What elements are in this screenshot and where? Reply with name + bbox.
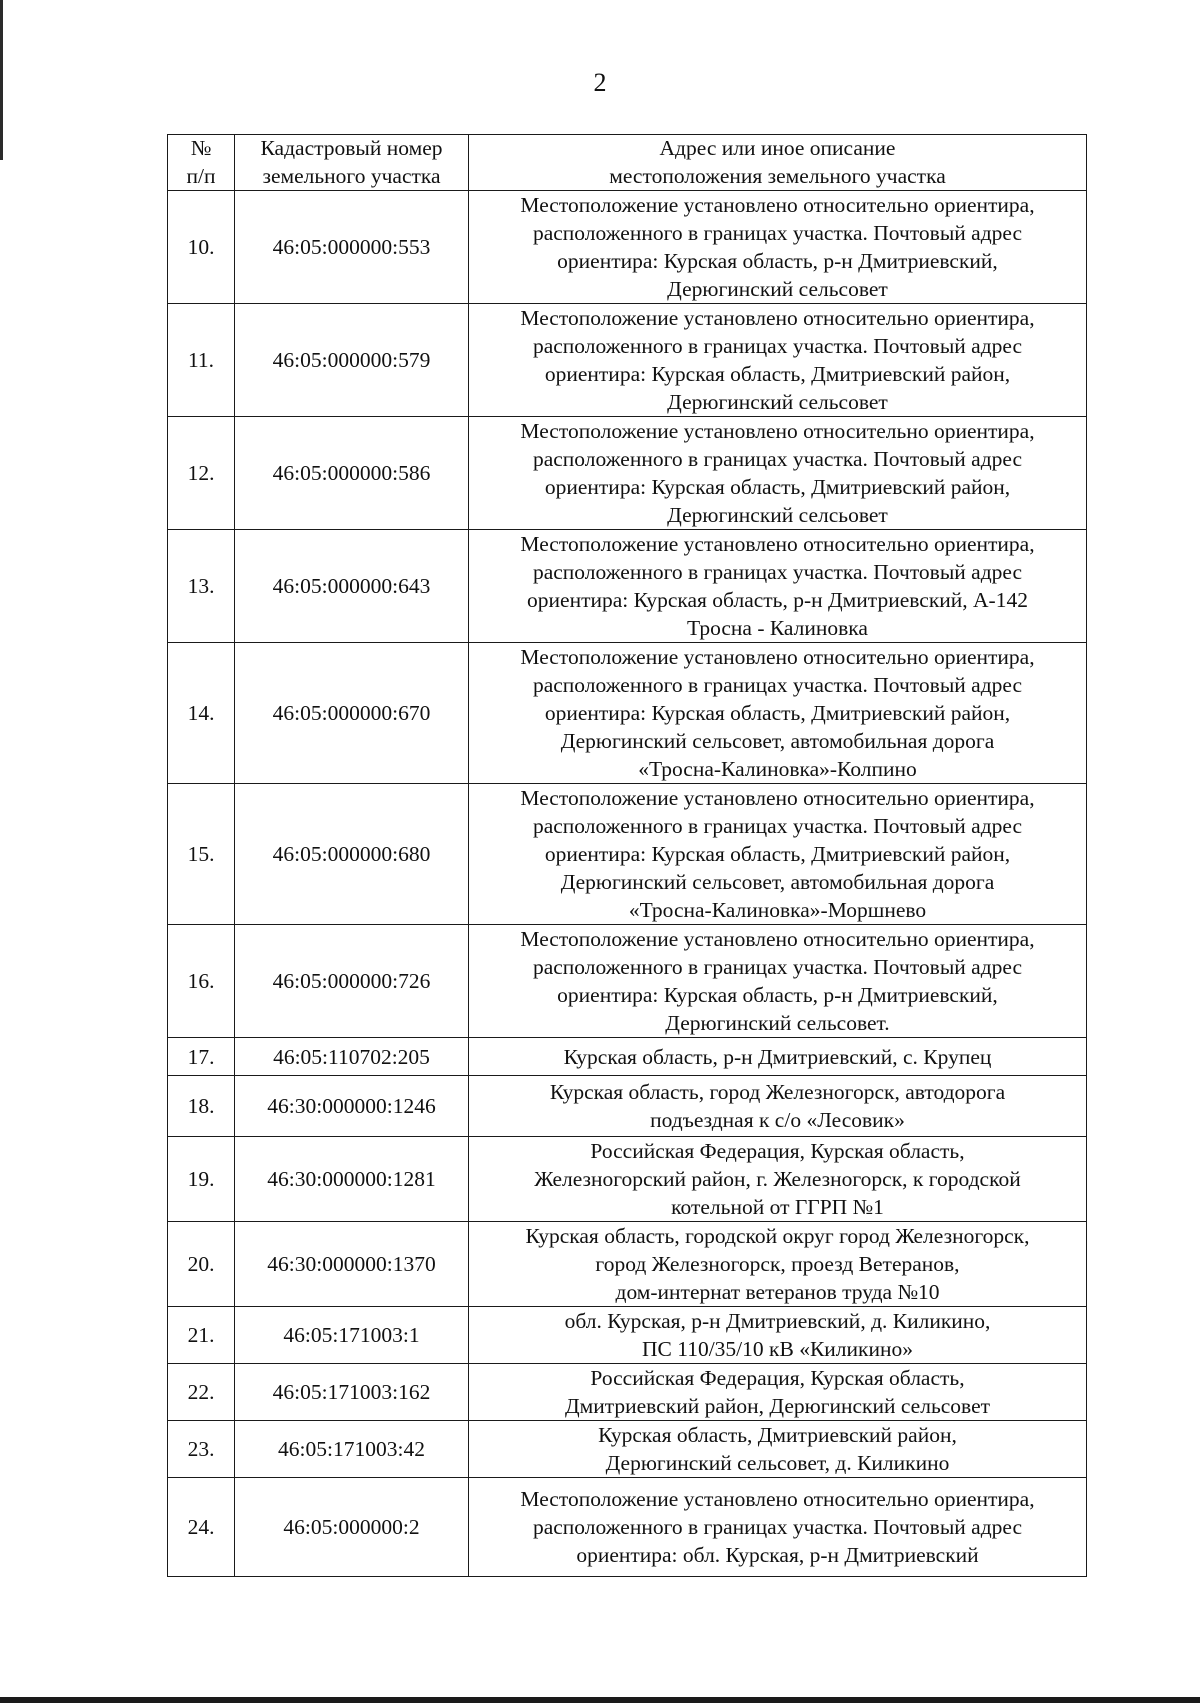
address-line: обл. Курская, р-н Дмитриевский, д. Киликино,: [564, 1309, 991, 1333]
address-line: расположенного в границах участка. Почтовый адрес: [532, 814, 1023, 838]
cadastral-number: 46:05:000000:670: [235, 643, 469, 784]
address-line: «Тросна-Калиновка»-Колпино: [638, 757, 917, 781]
row-number: 21.: [168, 1307, 235, 1364]
address-description: [469, 1076, 1087, 1137]
address-description: [469, 304, 1087, 417]
address-line: ориентира: Курская область, р-н Дмитриевский, А-142: [527, 588, 1028, 612]
row-number: 20.: [168, 1222, 235, 1307]
table-row: [168, 1222, 1087, 1307]
cadastral-number: 46:30:000000:1281: [235, 1137, 469, 1222]
address-line: Дерюгинский сельсовет, д. Киликино: [605, 1451, 950, 1475]
row-number: 13.: [168, 530, 235, 643]
address-line: Дерюгинский сельсовет: [667, 277, 888, 301]
cadastral-number: 46:05:171003:162: [235, 1364, 469, 1421]
address-description: [469, 1478, 1087, 1577]
address-description: [469, 417, 1087, 530]
table-row: [168, 191, 1087, 304]
table-row: [168, 1421, 1087, 1478]
address-line: Курская область, р-н Дмитриевский, с. Крупец: [563, 1044, 992, 1069]
address-line: ориентира: Курская область, Дмитриевский район,: [544, 701, 1011, 725]
table-header-row: [168, 135, 1087, 191]
row-number: 22.: [168, 1364, 235, 1421]
cadastral-number: 46:30:000000:1370: [235, 1222, 469, 1307]
address-line: Дерюгинский сельсовет.: [665, 1011, 890, 1035]
header-address: Адрес или иное описание местоположения земельного участка: [469, 135, 1087, 191]
table-body: [168, 191, 1087, 1577]
address-line: Курская область, городской округ город Железногорск,: [525, 1224, 1030, 1248]
address-line: ориентира: Курская область, Дмитриевский район,: [544, 842, 1011, 866]
address-line: ориентира: Курская область, Дмитриевский район,: [544, 362, 1011, 386]
cadastral-number: 46:05:000000:726: [235, 925, 469, 1038]
address-line: ориентира: Курская область, р-н Дмитриевский,: [557, 983, 998, 1007]
header-number: № п/п: [168, 135, 235, 191]
table-row: [168, 304, 1087, 417]
row-number: 19.: [168, 1137, 235, 1222]
table-row: [168, 1364, 1087, 1421]
row-number: 10.: [168, 191, 235, 304]
address-line: расположенного в границах участка. Почтовый адрес: [532, 673, 1023, 697]
address-description: [469, 1222, 1087, 1307]
address-description: [469, 784, 1087, 925]
cadastral-number: 46:05:000000:553: [235, 191, 469, 304]
address-description: [469, 191, 1087, 304]
address-line: Дмитриевский район, Дерюгинский сельсовет: [564, 1394, 991, 1418]
address-line: Дерюгинский сельсовет, автомобильная дорога: [560, 729, 995, 753]
cadastral-number: 46:05:000000:643: [235, 530, 469, 643]
row-number: 16.: [168, 925, 235, 1038]
row-number: 24.: [168, 1478, 235, 1577]
cadastral-number: 46:05:110702:205: [235, 1038, 469, 1076]
land-plots-table: [167, 134, 1087, 1577]
address-line: Местоположение установлено относительно ориентира,: [520, 419, 1035, 443]
cadastral-number: 46:05:171003:42: [235, 1421, 469, 1478]
address-line: Местоположение установлено относительно ориентира,: [520, 645, 1035, 669]
table-row: [168, 643, 1087, 784]
row-number: 12.: [168, 417, 235, 530]
address-line: Курская область, город Железногорск, автодорога: [549, 1080, 1006, 1104]
address-line: Местоположение установлено относительно ориентира,: [520, 1487, 1035, 1511]
address-line: Дерюгинский селсьовет: [667, 503, 888, 527]
cadastral-number: 46:05:171003:1: [235, 1307, 469, 1364]
cadastral-number: 46:05:000000:579: [235, 304, 469, 417]
table-row: [168, 784, 1087, 925]
header-cadastral: Кадастровый номер земельного участка: [235, 135, 469, 191]
row-number: 14.: [168, 643, 235, 784]
address-description: [469, 1307, 1087, 1364]
row-number: 11.: [168, 304, 235, 417]
address-description: [469, 925, 1087, 1038]
address-line: расположенного в границах участка. Почтовый адрес: [532, 447, 1023, 471]
table-row: [168, 1076, 1087, 1137]
address-description: [469, 643, 1087, 784]
address-line: расположенного в границах участка. Почтовый адрес: [532, 221, 1023, 245]
address-line: ПС 110/35/10 кВ «Киликино»: [642, 1337, 913, 1361]
address-line: расположенного в границах участка. Почтовый адрес: [532, 1515, 1023, 1539]
address-line: дом-интернат ветеранов труда №10: [615, 1280, 940, 1304]
address-line: ориентира: Курская область, р-н Дмитриевский,: [557, 249, 998, 273]
address-line: Курская область, Дмитриевский район,: [598, 1423, 957, 1447]
table-row: [168, 1038, 1087, 1076]
page-number: 2: [593, 68, 607, 97]
address-description: [469, 530, 1087, 643]
address-line: Тросна - Калиновка: [687, 616, 868, 640]
address-line: Местоположение установлено относительно ориентира,: [520, 786, 1035, 810]
address-line: Местоположение установлено относительно ориентира,: [520, 193, 1035, 217]
address-line: ориентира: Курская область, Дмитриевский район,: [544, 475, 1011, 499]
row-number: 18.: [168, 1076, 235, 1137]
table-row: [168, 1307, 1087, 1364]
table-row: [168, 417, 1087, 530]
address-line: Российская Федерация, Курская область,: [590, 1366, 965, 1390]
address-line: подъездная к с/о «Лесовик»: [650, 1108, 905, 1132]
address-line: Железногорский район, г. Железногорск, к городской: [534, 1167, 1021, 1191]
row-number: 15.: [168, 784, 235, 925]
row-number: 17.: [168, 1038, 235, 1076]
address-description: [469, 1038, 1087, 1076]
cadastral-number: 46:05:000000:586: [235, 417, 469, 530]
address-line: Местоположение установлено относительно ориентира,: [520, 927, 1035, 951]
cadastral-number: 46:30:000000:1246: [235, 1076, 469, 1137]
address-description: [469, 1421, 1087, 1478]
address-line: город Железногорск, проезд Ветеранов,: [595, 1252, 960, 1276]
address-description: [469, 1364, 1087, 1421]
address-line: котельной от ГГРП №1: [671, 1195, 884, 1219]
address-line: расположенного в границах участка. Почтовый адрес: [532, 560, 1023, 584]
address-line: Дерюгинский сельсовет: [667, 390, 888, 414]
table-row: [168, 530, 1087, 643]
table-row: [168, 925, 1087, 1038]
address-line: «Тросна-Калиновка»-Моршнево: [628, 898, 927, 922]
address-line: расположенного в границах участка. Почтовый адрес: [532, 334, 1023, 358]
scan-bottom-edge: [0, 1697, 1200, 1703]
address-line: Дерюгинский сельсовет, автомобильная дорога: [560, 870, 995, 894]
cadastral-number: 46:05:000000:2: [235, 1478, 469, 1577]
address-description: [469, 1137, 1087, 1222]
row-number: 23.: [168, 1421, 235, 1478]
address-line: расположенного в границах участка. Почтовый адрес: [532, 955, 1023, 979]
table-row: [168, 1137, 1087, 1222]
table-row: [168, 1478, 1087, 1577]
cadastral-number: 46:05:000000:680: [235, 784, 469, 925]
address-line: Российская Федерация, Курская область,: [590, 1139, 965, 1163]
address-line: Местоположение установлено относительно ориентира,: [520, 532, 1035, 556]
address-line: Местоположение установлено относительно ориентира,: [520, 306, 1035, 330]
address-line: ориентира: обл. Курская, р-н Дмитриевский: [576, 1543, 979, 1567]
